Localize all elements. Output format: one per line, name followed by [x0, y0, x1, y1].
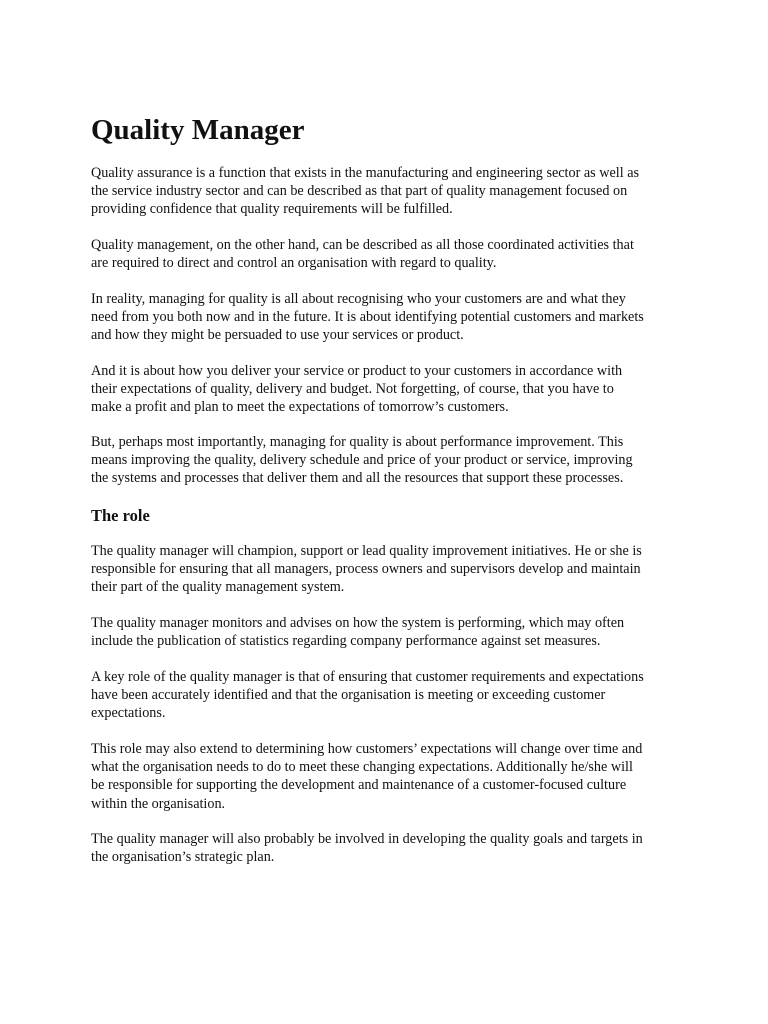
paragraph-line: This role may also extend to determining how customers’ expectations will change over time and [91, 741, 643, 757]
paragraph-line: what the organisation needs to do to meet these changing expectations. Additionally he/she will [91, 759, 633, 776]
document-title: Quality Manager [91, 114, 305, 146]
section-heading-the-role: The role [91, 506, 150, 525]
paragraph-line: And it is about how you deliver your service or product to your customers in accordance with [91, 363, 623, 379]
paragraph-line: means improving the quality, delivery schedule and price of your product or service, improving [91, 452, 633, 469]
paragraph-line: be responsible for supporting the development and maintenance of a customer-focused culture [91, 777, 627, 794]
paragraph-strategic-plan [91, 830, 643, 866]
paragraph-champion [91, 542, 642, 597]
paragraph-line: the systems and processes that deliver them and all the resources that support these processes. [91, 470, 624, 487]
paragraph-line: Quality assurance is a function that exists in the manufacturing and engineering sector as well as [91, 165, 640, 181]
paragraph-line: expectations. [91, 705, 166, 722]
paragraph-line: need from you both now and in the future. It is about identifying potential customers and markets [91, 309, 644, 326]
paragraph-line: the organisation’s strategic plan. [91, 849, 275, 866]
paragraph-line: are required to direct and control an organisation with regard to quality. [91, 255, 497, 272]
paragraph-line: make a profit and plan to meet the expectations of tomorrow’s customers. [91, 399, 509, 416]
paragraph-delivery [91, 362, 622, 417]
paragraph-line: their part of the quality management system. [91, 579, 345, 596]
paragraph-monitors [91, 614, 624, 650]
paragraph-line: But, perhaps most importantly, managing for quality is about performance improvement. This [91, 434, 624, 450]
paragraph-line: the service industry sector and can be described as that part of quality management focused on [91, 183, 628, 200]
paragraph-line: The quality manager monitors and advises on how the system is performing, which may often [91, 615, 625, 631]
paragraph-line: The quality manager will also probably be involved in developing the quality goals and targets in [91, 831, 643, 847]
paragraph-line: within the organisation. [91, 795, 226, 812]
paragraph-quality-management [91, 236, 634, 272]
paragraph-line: their expectations of quality, delivery and budget. Not forgetting, of course, that you have to [91, 381, 614, 398]
paragraph-line: and how they might be persuaded to use your services or product. [91, 327, 464, 344]
paragraph-line: providing confidence that quality requirements will be fulfilled. [91, 201, 453, 218]
paragraph-line: include the publication of statistics regarding company performance against set measures. [91, 633, 601, 650]
paragraph-line: A key role of the quality manager is that of ensuring that customer requirements and expectations [91, 669, 644, 685]
paragraph-line: The quality manager will champion, support or lead quality improvement initiatives. He or she is [91, 543, 642, 559]
paragraph-key-role [91, 668, 644, 723]
paragraph-extend-role [91, 740, 642, 813]
paragraph-line: responsible for ensuring that all managers, process owners and supervisors develop and maintain [91, 561, 641, 578]
paragraph-performance-improvement [91, 433, 633, 488]
paragraph-line: have been accurately identified and that the organisation is meeting or exceeding customer [91, 687, 606, 704]
paragraph-customers [91, 290, 644, 345]
paragraph-line: Quality management, on the other hand, can be described as all those coordinated activities that [91, 237, 634, 253]
paragraph-quality-assurance [91, 164, 639, 219]
paragraph-line: In reality, managing for quality is all about recognising who your customers are and what they [91, 291, 626, 307]
